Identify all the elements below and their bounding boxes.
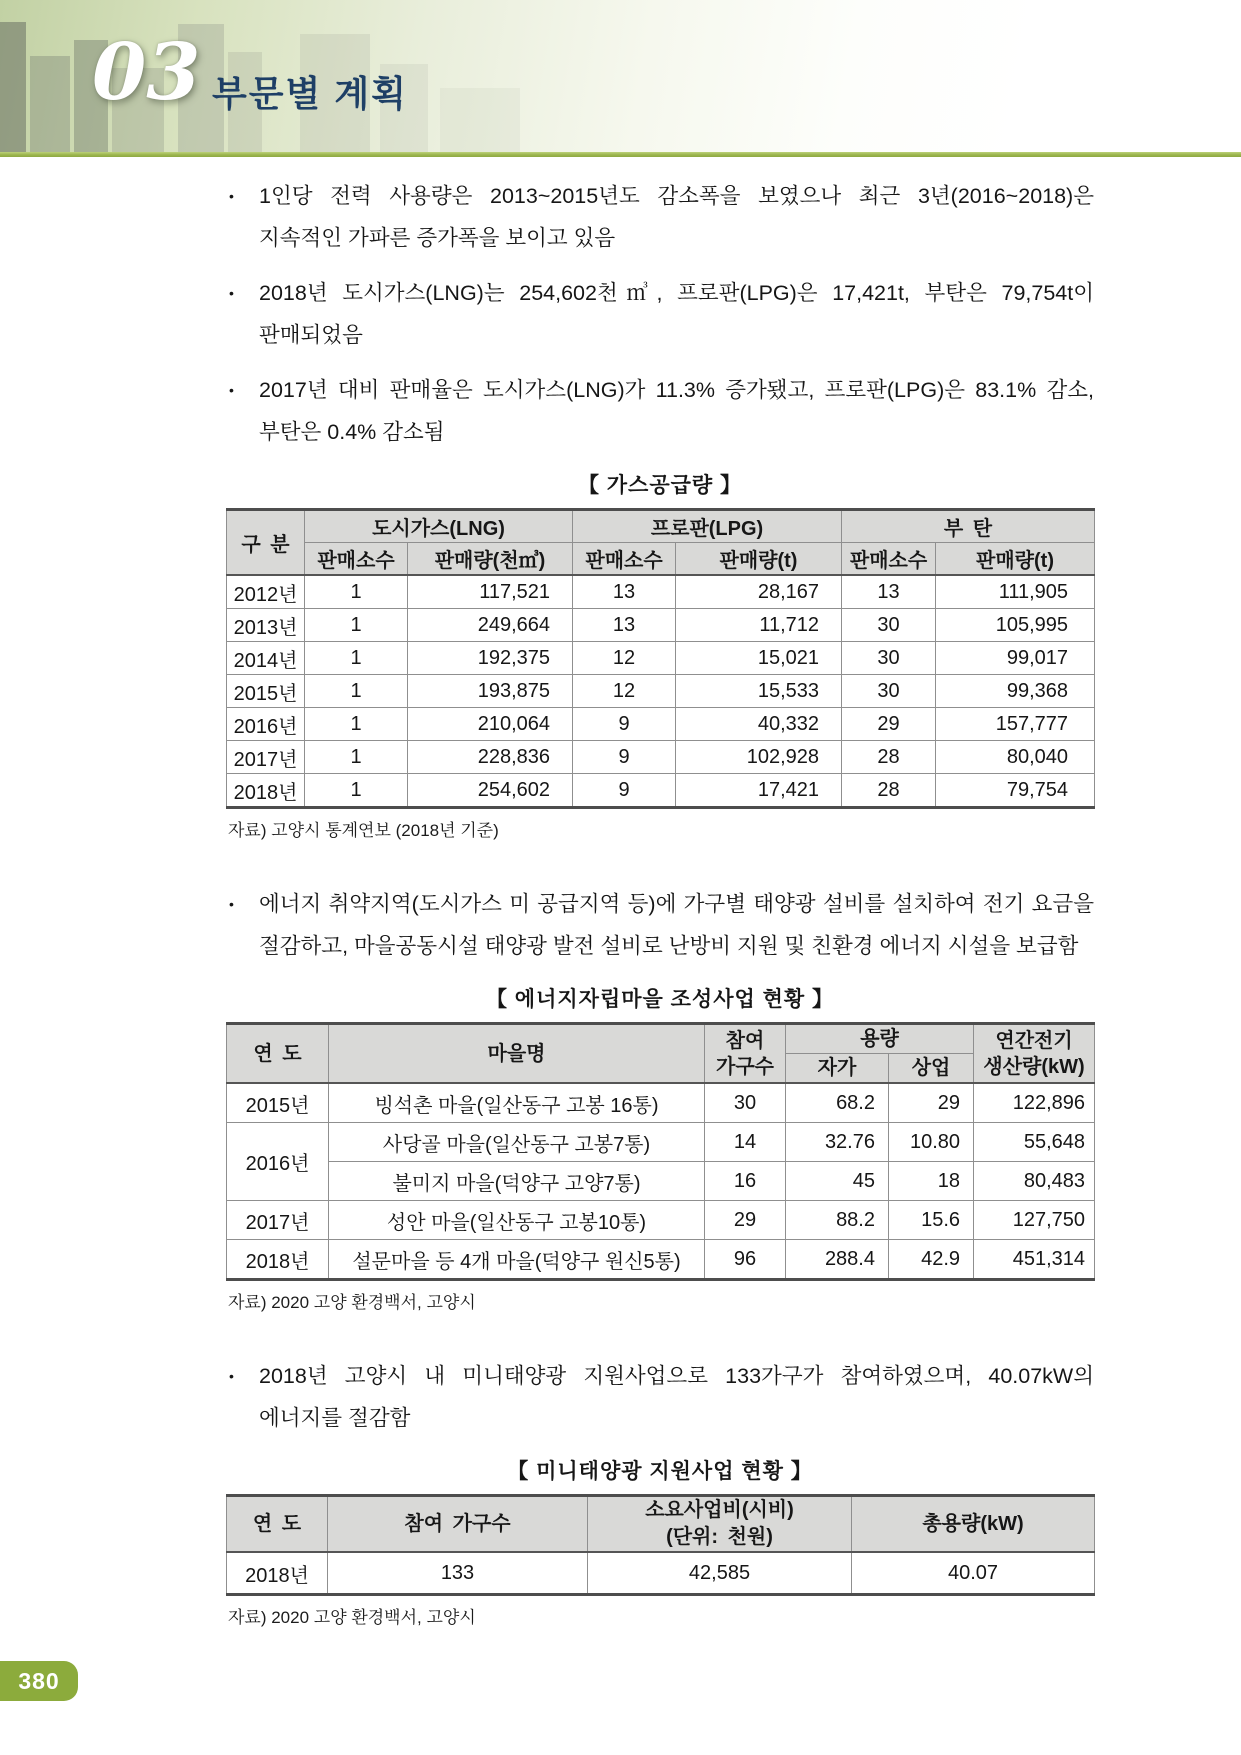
- cell: 13: [842, 575, 936, 609]
- cell: 111,905: [936, 575, 1095, 609]
- cell: 30: [842, 609, 936, 642]
- table-row: [227, 1123, 1095, 1162]
- cell: 96: [705, 1240, 786, 1280]
- cell: 288.4: [786, 1240, 889, 1280]
- cell: 28,167: [676, 575, 842, 609]
- table-row: [227, 575, 1095, 609]
- cell: 30: [705, 1083, 786, 1123]
- col-header-annual-output: 연간전기 생산량(kW): [974, 1024, 1095, 1084]
- cell: 13: [573, 609, 676, 642]
- cell: 30: [842, 675, 936, 708]
- bullet-item-1: [226, 175, 1094, 259]
- table-header-row: [227, 1024, 1095, 1054]
- cell: 80,040: [936, 741, 1095, 774]
- cell: 133: [328, 1552, 588, 1595]
- cell: 40,332: [676, 708, 842, 741]
- cell: 9: [573, 708, 676, 741]
- col-header: 판매량(천㎥): [408, 543, 573, 576]
- bullet-item-3: [226, 369, 1094, 453]
- col-header: 판매소수: [842, 543, 936, 576]
- cell: 122,896: [974, 1083, 1095, 1123]
- table-header-row: [227, 510, 1095, 543]
- cell: 10.80: [889, 1123, 974, 1162]
- bullet-item-5: [226, 1355, 1094, 1439]
- cell-year: 2012년: [227, 575, 305, 609]
- table-row: [227, 1201, 1095, 1240]
- cell-village: 설문마을 등 4개 마을(덕양구 원신5통): [329, 1240, 705, 1280]
- page-number-badge: 380: [0, 1661, 78, 1701]
- table-row: [227, 1162, 1095, 1201]
- cell: 17,421: [676, 774, 842, 808]
- cell-year: 2018년: [227, 774, 305, 808]
- table-row: [227, 642, 1095, 675]
- col-header: 판매량(t): [676, 543, 842, 576]
- cell: 254,602: [408, 774, 573, 808]
- cell-year: 2017년: [227, 1201, 329, 1240]
- cell: 15,533: [676, 675, 842, 708]
- cell: 28: [842, 774, 936, 808]
- bullet-dot: [226, 883, 259, 967]
- col-header-households: 참여 가구수: [705, 1024, 786, 1084]
- bullet-text: 2018년 고양시 내 미니태양광 지원사업으로 133가구가 참여하였으며, 40.07kW의 에너지를 절감함: [259, 1364, 1094, 1430]
- cell: 249,664: [408, 609, 573, 642]
- col-header: 판매소수: [573, 543, 676, 576]
- cell: 1: [305, 741, 408, 774]
- cell: 16: [705, 1162, 786, 1201]
- cell: 68.2: [786, 1083, 889, 1123]
- cell: 12: [573, 642, 676, 675]
- chapter-number: 03: [92, 27, 201, 118]
- col-header-commercial: 상업: [889, 1054, 974, 1084]
- cell-year: 2016년: [227, 1123, 329, 1201]
- cell: 14: [705, 1123, 786, 1162]
- mini-solar-table-title: 【 미니태양광 지원사업 현황 】: [507, 1460, 813, 1483]
- cell: 15.6: [889, 1201, 974, 1240]
- table-row: [227, 675, 1095, 708]
- col-header: 판매량(t): [936, 543, 1095, 576]
- chapter-title: 부문별 계획: [212, 73, 408, 114]
- gas-table-title: 【 가스공급량 】: [577, 474, 743, 497]
- col-header-year: 연 도: [227, 1024, 329, 1084]
- col-header-year: 연 도: [227, 1496, 328, 1553]
- bullet-dot: [226, 369, 259, 453]
- cell: 157,777: [936, 708, 1095, 741]
- village-table-title: 【 에너지자립마을 조성사업 현황 】: [485, 988, 835, 1011]
- cell: 1: [305, 774, 408, 808]
- gas-supply-table: [226, 508, 1095, 809]
- table-row: [227, 1240, 1095, 1280]
- bullet-item-2: [226, 272, 1094, 356]
- cell-year: 2015년: [227, 675, 305, 708]
- cell: 32.76: [786, 1123, 889, 1162]
- bullet-dot: [226, 1355, 259, 1439]
- energy-village-table: [226, 1022, 1095, 1281]
- cell: 99,368: [936, 675, 1095, 708]
- page-header: [0, 0, 1241, 152]
- cell: 45: [786, 1162, 889, 1201]
- source-note-mini-solar: 자료) 2020 고양 환경백서, 고양시: [228, 1608, 476, 1627]
- cell-village: 성안 마을(일산동구 고봉10통): [329, 1201, 705, 1240]
- col-header: 판매소수: [305, 543, 408, 576]
- cell: 228,836: [408, 741, 573, 774]
- col-header-households: 참여 가구수: [328, 1496, 588, 1553]
- cell: 40.07: [852, 1552, 1095, 1595]
- col-header-self-use: 자가: [786, 1054, 889, 1084]
- cell: 451,314: [974, 1240, 1095, 1280]
- table-header-row: [227, 1496, 1095, 1553]
- source-note-gas: 자료) 고양시 통계연보 (2018년 기준): [228, 821, 499, 840]
- cell: 11,712: [676, 609, 842, 642]
- cell: 13: [573, 575, 676, 609]
- table-row: [227, 1552, 1095, 1595]
- source-note-village: 자료) 2020 고양 환경백서, 고양시: [228, 1293, 476, 1312]
- cell: 15,021: [676, 642, 842, 675]
- cell-village: 빙석촌 마을(일산동구 고봉 16통): [329, 1083, 705, 1123]
- cell: 105,995: [936, 609, 1095, 642]
- cell-village: 사당골 마을(일산동구 고봉7통): [329, 1123, 705, 1162]
- cell: 1: [305, 609, 408, 642]
- bullet-text: 2017년 대비 판매율은 도시가스(LNG)가 11.3% 증가됐고, 프로판(LPG)은 83.1% 감소, 부탄은 0.4% 감소됨: [259, 378, 1094, 444]
- cell-year: 2016년: [227, 708, 305, 741]
- table-row: [227, 609, 1095, 642]
- col-header-category: 구 분: [227, 510, 305, 576]
- cell-year: 2018년: [227, 1240, 329, 1280]
- bullet-text: 에너지 취약지역(도시가스 미 공급지역 등)에 가구별 태양광 설비를 설치하여 전기 요금을 절감하고, 마을공동시설 태양광 발전 설비로 난방비 지원 및 친환경 에너지 시설을 보급함: [259, 892, 1094, 958]
- cell: 99,017: [936, 642, 1095, 675]
- col-group-lpg: 프로판(LPG): [573, 510, 842, 543]
- table-row: [227, 741, 1095, 774]
- cell: 30: [842, 642, 936, 675]
- cell: 12: [573, 675, 676, 708]
- cell-year: 2015년: [227, 1083, 329, 1123]
- cell: 117,521: [408, 575, 573, 609]
- col-group-butane: 부 탄: [842, 510, 1095, 543]
- cell: 1: [305, 642, 408, 675]
- cell: 18: [889, 1162, 974, 1201]
- cell: 29: [842, 708, 936, 741]
- cell: 28: [842, 741, 936, 774]
- cell: 29: [705, 1201, 786, 1240]
- mini-solar-table: [226, 1494, 1095, 1596]
- bullet-dot: [226, 272, 259, 356]
- cell: 1: [305, 675, 408, 708]
- cell-year: 2014년: [227, 642, 305, 675]
- cell: 9: [573, 774, 676, 808]
- cell: 42.9: [889, 1240, 974, 1280]
- cell-year: 2018년: [227, 1552, 328, 1595]
- cell: 192,375: [408, 642, 573, 675]
- table-row: [227, 1083, 1095, 1123]
- cell-year: 2017년: [227, 741, 305, 774]
- col-header-village: 마을명: [329, 1024, 705, 1084]
- bullet-text: 1인당 전력 사용량은 2013~2015년도 감소폭을 보였으나 최근 3년(2016~2018)은 지속적인 가파른 증가폭을 보이고 있음: [259, 184, 1094, 250]
- col-header-cost: 소요사업비(시비) (단위: 천원): [588, 1496, 852, 1553]
- cell: 88.2: [786, 1201, 889, 1240]
- col-header-capacity: 총용량(kW): [852, 1496, 1095, 1553]
- cell: 1: [305, 575, 408, 609]
- cell-village: 불미지 마을(덕양구 고양7통): [329, 1162, 705, 1201]
- cell: 29: [889, 1083, 974, 1123]
- bullet-item-4: [226, 883, 1094, 967]
- bullet-text: 2018년 도시가스(LNG)는 254,602천㎥, 프로판(LPG)은 17,421t, 부탄은 79,754t이 판매되었음: [259, 281, 1094, 347]
- cell: 55,648: [974, 1123, 1095, 1162]
- table-subheader-row: [227, 543, 1095, 576]
- cell: 102,928: [676, 741, 842, 774]
- cell: 127,750: [974, 1201, 1095, 1240]
- cell: 210,064: [408, 708, 573, 741]
- table-row: [227, 708, 1095, 741]
- page-content: [226, 157, 1094, 1628]
- cell: 80,483: [974, 1162, 1095, 1201]
- col-group-capacity: 용량: [786, 1024, 974, 1054]
- cell: 42,585: [588, 1552, 852, 1595]
- col-group-lng: 도시가스(LNG): [305, 510, 573, 543]
- cell: 79,754: [936, 774, 1095, 808]
- cell: 1: [305, 708, 408, 741]
- cell: 193,875: [408, 675, 573, 708]
- cell-year: 2013년: [227, 609, 305, 642]
- bullet-dot: [226, 175, 259, 259]
- table-row: [227, 774, 1095, 808]
- cell: 9: [573, 741, 676, 774]
